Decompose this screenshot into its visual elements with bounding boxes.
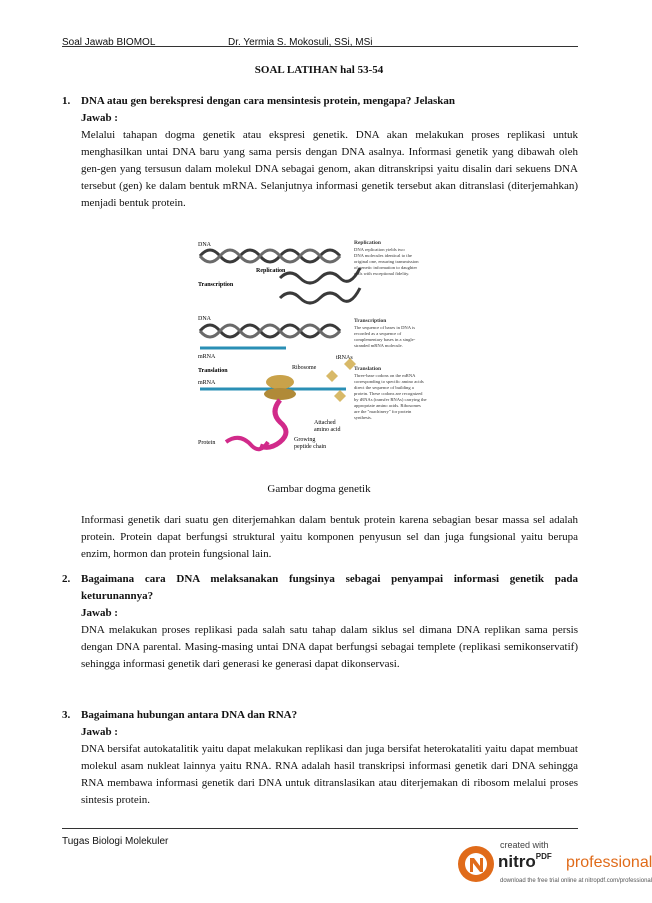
watermark-brand-name: nitro: [498, 852, 536, 871]
label-attached: Attached: [314, 420, 336, 426]
nitro-logo-icon: [456, 844, 496, 884]
watermark-created: created with: [500, 840, 549, 850]
side-text-line: are the "machinery" for protein: [354, 409, 412, 414]
question-text: DNA atau gen berekspresi dengan cara mensintesis protein, mengapa? Jelaskan: [81, 95, 456, 107]
question-number: 3.: [62, 709, 71, 721]
side-text-line: direct the sequence of building a: [354, 385, 414, 390]
label-transcription: Transcription: [198, 282, 234, 288]
question-2: [62, 571, 578, 673]
watermark-pdf: PDF: [535, 852, 552, 861]
side-text-line: stranded mRNA molecule.: [354, 343, 403, 348]
label-dna-1: DNA: [198, 242, 211, 248]
protein-chain: [260, 400, 286, 447]
answer-label: Jawab :: [81, 607, 118, 619]
dna-replication-strands: [280, 268, 360, 303]
side-text-line: The sequence of bases in DNA is: [354, 325, 415, 330]
side-text-line: DNA molecules identical to the: [354, 253, 412, 258]
header-author: Dr. Yermia S. Mokosuli, SSi, MSi: [228, 37, 373, 48]
document-title: SOAL LATIHAN hal 53-54: [254, 64, 384, 76]
label-dna-2: DNA: [198, 316, 211, 322]
footer-text: Tugas Biologi Molekuler: [62, 836, 169, 847]
question-number: 2.: [62, 573, 71, 585]
side-text-line: complementary bases in a single-: [354, 337, 416, 342]
watermark-download-link[interactable]: download the free trial online at nitropdf.com/professional: [500, 878, 652, 884]
side-replication-title: Replication: [354, 240, 381, 246]
answer-text: DNA bersifat autokatalitik yaitu dapat melakukan replikasi dan juga bersifat heterokataliti yaitu dapat membuat molekul asam nukleat lainnya yaitu RNA. RNA adalah hasil transkripsi informasi genetik dari DNA sehingga RNA membawa informasi genetik dari DNA untuk ditranslasikan atau diterjemakan di ribosom melalui proses sintesis protein.: [81, 743, 578, 806]
side-text-line: by tRNAs (transfer RNAs) carrying the: [354, 397, 427, 402]
answer-label: Jawab :: [81, 112, 118, 124]
answer-text: DNA melakukan proses replikasi pada salah satu tahap dalam siklus sel dimana DNA replikan sama persis dengan DNA parental. Masing-masing untai DNA dapat berfungsi sebagai templete (replikasi semikonservatif) sehingga informasi genetik dari generasi ke generasi dapat dikonservasi.: [81, 624, 578, 670]
label-growing: Growing: [294, 437, 316, 443]
side-text-line: protein. These codons are recognized: [354, 391, 423, 396]
page-header: [62, 27, 578, 48]
watermark-professional: professional: [566, 854, 652, 871]
label-protein: Protein: [198, 440, 216, 446]
label-ribosome: Ribosome: [292, 365, 317, 371]
side-text-line: recorded as a sequence of: [354, 331, 402, 336]
question-number: 1.: [62, 95, 71, 107]
nitro-watermark[interactable]: [456, 838, 652, 894]
label-replication: Replication: [256, 268, 286, 274]
dna-helix-top: [200, 250, 340, 262]
dna-helix-middle: [200, 325, 340, 348]
label-translation: Translation: [198, 368, 228, 374]
label-trnas: tRNAs: [336, 355, 353, 361]
watermark-brand: [498, 852, 552, 872]
dogma-genetik-figure: [196, 236, 446, 458]
question-text: Bagaimana cara DNA melaksanakan fungsinya sebagai penyampai informasi genetik pada keturunannya?: [81, 573, 578, 602]
side-text-line: Three-base codons on the mRNA: [354, 373, 416, 378]
question-text: Bagaimana hubungan antara DNA dan RNA?: [81, 709, 298, 721]
answer-label: Jawab :: [81, 726, 118, 738]
figure-caption: Gambar dogma genetik: [267, 483, 371, 495]
header-left: Soal Jawab BIOMOL: [62, 37, 156, 48]
side-translation-title: Translation: [354, 366, 382, 372]
side-text-line: of genetic information to daughter: [354, 265, 418, 270]
side-text-line: cells with exceptional fidelity.: [354, 271, 410, 276]
side-text-line: original one, ensuring transmission: [354, 259, 419, 264]
label-amino-acid: amino acid: [314, 427, 341, 433]
side-text-line: appropriate amino acids. Ribosomes: [354, 403, 421, 408]
side-text-line: DNA replication yields two: [354, 247, 405, 252]
paragraph-after-figure: Informasi genetik dari suatu gen diterjemahkan dalam bentuk protein karena sebagian besar massa sel adalah protein. Protein dapat berfungsi struktural yaitu komponen penyusun sel dan juga fungsional yaitu berupa enzim, hormon dan protein fungsional lain.: [81, 514, 578, 560]
figure-side-text: [354, 240, 427, 420]
label-mrna-1: mRNA: [198, 354, 216, 360]
trna-shapes: [326, 358, 356, 402]
side-text-line: synthesis.: [354, 415, 372, 420]
ribosome-shape: [266, 375, 294, 389]
question-3: [62, 707, 578, 809]
side-text-line: corresponding to specific amino acids: [354, 379, 424, 384]
header-divider: [62, 46, 578, 47]
answer-text: Melalui tahapan dogma genetik atau ekspresi genetik. DNA akan melakukan proses replikasi untuk menghasilkan untai DNA baru yang sama persis dengan DNA asalnya. Informasi genetik yang dibawah oleh gen-gen yang tersusun dalam molekul DNA sebagai genom, akan ditranskripsi yaitu disalin dari sekuens DNA tersebut (gen) ke dalam bentuk mRNA. Selanjutnya informasi genetik tersebut akan ditranslasi (diterjemahkan) menjadi bentuk protein.: [81, 129, 578, 209]
footer-divider: [62, 828, 578, 829]
side-transcription-title: Transcription: [354, 318, 387, 324]
label-peptide-chain: peptide chain: [294, 444, 327, 450]
label-mrna-2: mRNA: [198, 380, 216, 386]
question-1: [62, 93, 578, 212]
